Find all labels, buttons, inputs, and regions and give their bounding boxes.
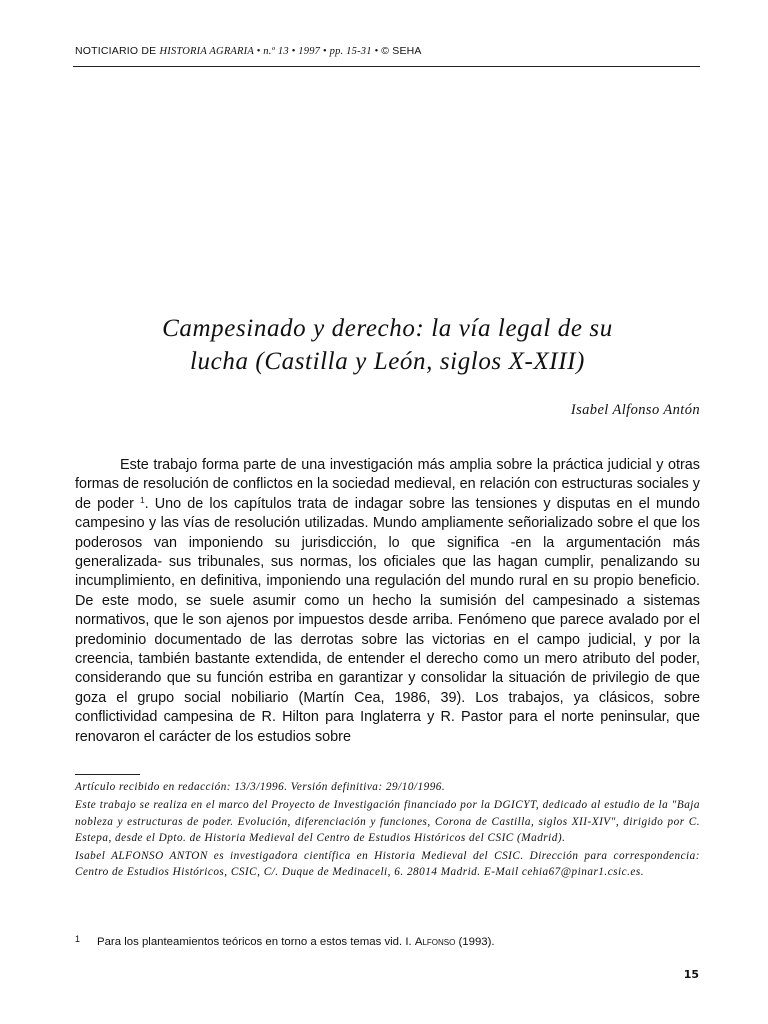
body-text-part-1: Este trabajo forma parte de una investigación más amplia sobre la práctica judicial y otras formas de resolución de conflictos en la sociedad medieval, en relación con estructuras sociales y de poder xyxy=(75,457,700,512)
body-text-part-2: . Uno de los capítulos trata de indagar sobre las tensiones y disputas en el mundo campesino y las vías de resolución utilizadas. Mundo ampliamente señorializado sobre el que los poderosos van imponiendo su jurisdicción, lo que significa -en la argumentación más generalizada- sus tribunales, sus normas, los oficiales que las hagan cumplir, penalizando su incumplimiento, en definitiva, imponiendo una regulación del mundo rural en su propio beneficio. De este modo, se suele asumir como un hecho la sumisión del campesinado a sistemas normativos, que le son ajenos por impuestos desde arriba. Fenómeno que parece avalado por el predominio documentado de las derrotas sobre las victorias en el campo judicial, y por la creencia, también bastante extendida, de entender el derecho como un mero atributo del poder, considerando que su función estriba en garantizar y consolidar la situación de privilegio de que goza el grupo social nobiliario (Martín Cea, 1986, 39). Los trabajos, ya clásicos, sobre conflictividad campesina de R. Hilton para Inglaterra y R. Pastor para el norte peninsular, que renovaron el carácter de los estudios sobre xyxy=(75,495,700,745)
footnote-author: Alfonso xyxy=(414,936,456,948)
footnote-text-after: (1993). xyxy=(455,936,495,948)
title-line-2: lucha (Castilla y León, siglos X-XIII) xyxy=(190,348,585,375)
footnote-reference[interactable]: 1 xyxy=(140,495,145,505)
journal-prefix: NOTICIARIO DE xyxy=(75,45,160,57)
title-line-1: Campesinado y derecho: la vía legal de su xyxy=(162,315,613,342)
author-info-note: Isabel ALFONSO ANTON es investigadora científica en Historia Medieval del CSIC. Dirección para correspondencia: Centro de Estudios Históricos, CSIC, C/. Duque de Medinaceli, 6. 28014 Madrid. E-Mail cehia67@pinar1.csic.es. xyxy=(75,850,700,879)
issue-info: • n.º 13 • 1997 • pp. 15-31 • xyxy=(253,46,382,57)
notes-separator-rule xyxy=(75,774,140,775)
author-name: Isabel Alfonso Antón xyxy=(570,402,700,418)
article-notes xyxy=(75,779,700,883)
article-title xyxy=(75,312,700,378)
footnote-mark: 1 xyxy=(75,934,81,944)
journal-name: HISTORIA AGRARIA xyxy=(159,46,254,57)
project-note: Este trabajo se realiza en el marco del Proyecto de Investigación financiado por la DGICYT, dedicado al estudio de la "Baja nobleza y estructuras de poder. Evolución, diferenciación y funciones, Corona de Castilla, siglos XII-XIV", dirigido por C. Estepa, desde el Dpto. de Historia Medieval del Centro de Estudios Históricos del CSIC (Madrid). xyxy=(75,799,700,844)
footnote-text-before: Para los planteamientos teóricos en torno a estos temas vid. I. xyxy=(97,936,415,948)
page-number: 15 xyxy=(683,968,699,981)
body-paragraph xyxy=(75,456,700,747)
received-note: Artículo recibido en redacción: 13/3/1996. Versión definitiva: 29/10/1996. xyxy=(75,781,446,793)
running-head xyxy=(75,45,700,57)
copyright: © SEHA xyxy=(381,45,422,57)
footnote-1 xyxy=(75,932,700,950)
header-rule xyxy=(73,66,700,67)
